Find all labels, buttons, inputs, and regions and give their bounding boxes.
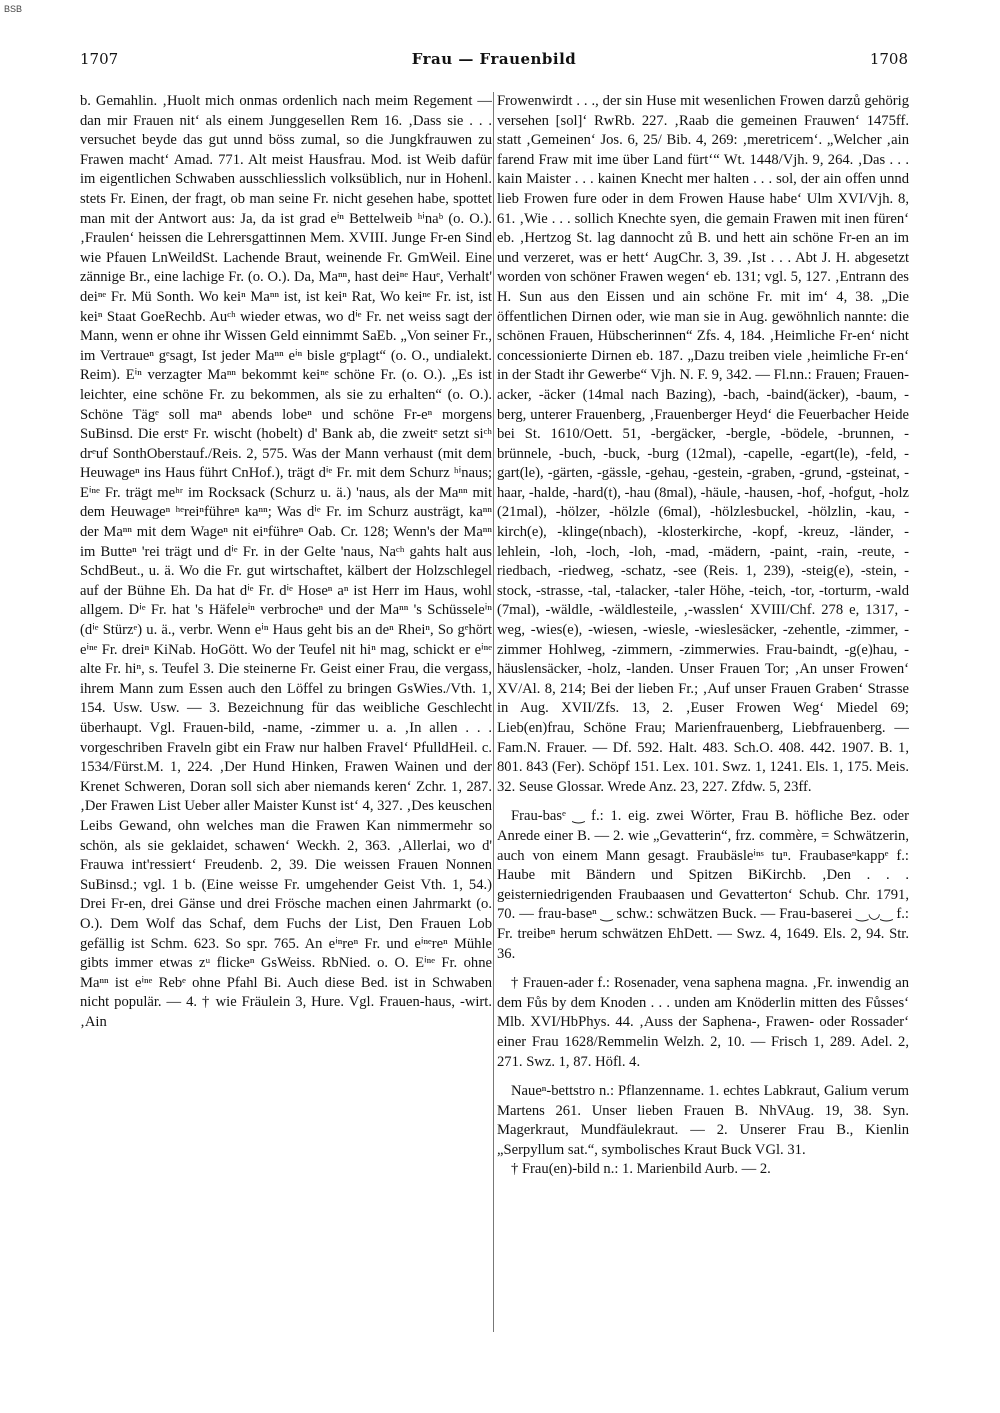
- entry-frauenbild: † Frau(en)-bild n.: 1. Marienbild Aurb. — 2.: [511, 1161, 771, 1178]
- entry-text: Frowenwirdt . . ., der sin Huse mit wesenlichen Frowen darzů gehörig versehen [sol]‘ RwRb. 227. ‚Raab die gemeinen Frauwen‘ 1475ff. statt ‚Gemeinen‘ Jos. 6, 25/ Bib. 4, 269: ‚meretricem‘. „Welcher ‚ain farend Fraw mit ime über Land fürt‘“ Wt. 1448/Vjh. 9, 264. ‚Das . . . kain Maister . . . kainen Knecht mer halten . . . sol, der ain offen unnd lieb Frowen fure oder in dem Frowen Hause habe‘ Ulm XVI/Vjh. 8, 61. ‚Wie . . . sollich Knechte syen, die gemain Frawen mit inen füren‘ eb. ‚Hertzog St. lag dannocht zů B. und hett ain schöne Fr-en an im und verzeret, was er hett‘ AugChr. 3, 39. ‚Ist . . . Abt J. H. abgesetzt worden von schöner Frawen wegen‘ eb. 131; vgl. 5, 127. ‚Entrann des H. Sun aus den Eissen und ain schöne Fr. mit im‘ 4, 38. „Die öffentlichen Dirnen oder, wie man sie in Aug. gewöhnlich nannte: die schönen Frauen, Hübscherinnen“ Zfs. 4, 184. ‚Heimliche Fr-en‘ nicht concessionierte Dirnen eb. 187. „Dazu treiben viele ‚heimliche Fr-en‘ in der Stadt ihr Gewerbe“ Vjh. N. F. 9, 342. — Fl.nn.: Frauen; Frauen-acker, -äcker (14mal nach Bazing), -bach, -baind(äcker), -baum, -berg, unterer Frauenberg, ‚Frauenberger Heyd‘ die Feuerbacher Heide bei St. 1610/Oett. 51, -bergäcker, -bergle, -bödele, -brunnen, -brünnele, -buch, -buck, -burg (12mal), -capelle, -egart(le), -feld, -gart(le), -gärten, -gässle, -gehau, -gestein, -graben, -grund, -gsteinat, -haar, -halde, -hard(t), -hau (8mal), -häule, -hausen, -hof, -hofgut, -holz (21mal), -hölzer, -hölzle (6mal), -hölzlesbuckel, -hölzlin, -kau, -kirch(e), -klinge(nbach), -klosterkirche, -kopf, -kreuz, -länder, -lehlein, -loh, -loch, -loh, -mad, -mädern, -paint, -rain, -reute, -riedbach, -riedweg, -schatz, -see (Reis. 1, 239), -steig(e), -stein, -stock, -strasse, -tal, -talacker, -taler Höhe, -teich, -tor, -torturm, -wald (7mal), -wäldle, -wäldlesteile, ‚-wasslen‘ XVIII/Chf. 278 e, 1317, -weg, -wies(e), -wiesen, -wiesle, -wieslesäcker, -zehentle, -zimmer, -zimmer Hohlweg, -zimmern, -zimmerwies. Frau-baindt, -g(e)hau, -häuslensäcker, -holz, -landen. Unser Frauen Tor; ‚An unser Frowen‘ XV/Al. 8, 214; Bei der lieben Fr.; ‚Auf unser Frauen Graben‘ Strasse in Aug. XVII/Zfs. 13, 2. ‚Euser Frowen Weg‘ Miedel 69; Lieb(en)frau, Schöne Frau; Marienfrauenberg, Liebfrauenberg. — Fam.N. Frauer. — Df. 592. Halt. 483. Sch.O. 408. 442. 1907. B. 1, 801. 843 (Fer). Schöpf 151. Lex. 101. Swz. 1, 1241. Els. 1, 175. Meis. 32. Seuse Glossar. Wrede Anz. 23, 227. Zfdw. 5, 23ff.: [497, 93, 909, 795]
- left-column: [80, 92, 492, 1332]
- entry-text: b. Gemahlin. ‚Huolt mich onmas ordenlich nach meim Regement — dan mir Frauen nit‘ als einem Junggesellen Rem 16. ‚Dass sie . . . versuchet beyde das gut unnd böss zumal, so die Jungkfrauwen zu Frawen macht‘ Amad. 771. Alt meist Hausfrau. Mod. ist Weib dafür im eigentlichen Schwaben ausschliesslich volksüblich, nur in Hohenl. stets Fr. Einen, der fragt, ob man seine Fr. nicht gesehen habe, spottet man mit der Antwort aus: Ja, da ist grad eⁱⁿ Bettelweib ʰⁱnaᵇ (o. O.). ‚Fraulen‘ heissen die Lehrersgattinnen Mem. XVIII. Junge Fr-en Sind wie Pfauen LnWeildSt. Lachende Braut, weinende Fr. GmWeil. Eine zännige Br., eine lachige Fr. (o. O.). Da, Maⁿⁿ, hast deiⁿᵉ Hauᵉ, Verhalt' deiⁿᵉ Fr. Mü Sonth. Wo keiⁿ Maⁿⁿ ist, ist keiⁿ Rat, Wo keiⁿᵉ Fr. ist, ist keiⁿ Staat GoeRechb. Auᶜʰ wieder etwas, wo dⁱᵉ Fr. net weiss sagt der Mann, wenn er ohne ihr Wissen Geld einnimmt SaEb. „Von seiner Fr., im Vertraueⁿ gᵉsagt, Ist jeder Maⁿⁿ eⁱⁿ bisle gᵉplagt“ (o. O., undialekt. Reim). Eⁱⁿ verzagter Maⁿⁿ bekommt keiⁿᵉ schöne Fr. (o. O.). „Es ist leichter, eine schöne Fr. zu bekommen, als sie zu erhalten“ (o. O.). Schöne Tägᵉ soll maⁿ abends lobeⁿ und schöne Fr-eⁿ morgens SuBinsd. Die erstᵉ Fr. wischt (hobelt) d' Bank ab, die zweitᵉ setzt siᶜʰ drᵉuf SonthOberstauf./Reis. 2, 575. Was der Mann verhaust (mit dem Heuwageⁿ ins Haus führt CnHof.), trägt dⁱᵉ Fr. mit dem Schurz ʰⁱnaus; Eⁱⁿᵉ Fr. trägt meʰʳ im Rocksack (Schurz u. ä.) 'naus, als der Maⁿⁿ mit dem Heuwageⁿ ʰᵉreiⁿführeⁿ kaⁿⁿ; Was dⁱᵉ Fr. im Schurz austrägt, kaⁿⁿ der Maⁿⁿ mit dem Wageⁿ nit eiⁿführeⁿ Oab. Cr. 128; Wenn's der Maⁿⁿ im Butteⁿ 'rei trägt und dⁱᵉ Fr. in der Gelte 'naus, Naᶜʰ gahts halt aus SchdBeut., u. ä. Wo die Fr. gut wirtschaftet, kälbert der Holzschlegel auf der Bühne Eh. Da hat dⁱᵉ Fr. dⁱᵉ Hoseⁿ aⁿ ist Herr im Haus, wohl allgem. Dⁱᵉ Fr. hat 's Häfeleⁱⁿ verbrocheⁿ und der Maⁿⁿ 's Schüsseleⁱⁿ (dⁱᵉ Stürzᵉ) u. ä., verbr. Wenn eⁱⁿ Haus geht bis an deⁿ Rheiⁿ, So gᵉhört eⁱⁿᵉ Fr. dreiⁿ KiNab. HoGött. Wo der Teufel nit hiⁿ mag, schickt er eⁱⁿᵉ alte Fr. hiⁿ, s. Teufel 3. Die steinerne Fr. Geist einer Frau, die vergass, ihrem Mann zum Essen auch den Löffel zu bringen GsWies./Vth. 1, 154. Usw. Usw. — 3. Bezeichnung für das weibliche Geschlecht überhaupt. Vgl. Frauen-bild, -name, -zimmer u. a. ‚In allen . . . vorgeschriben Fraveln gibt ein Fraw nur halben Fravel‘ PfulldHeil. c. 1534/Fürst.M. 1, 224. ‚Der Hund Hinken, Frawen Wainen und der Krenet Schweren, Doran soll sich aber niemands keren‘ Zchr. 1, 287. ‚Der Frawen List Ueber aller Maister Kunst ist‘ 4, 327. ‚Des keuschen Leibs Gewand, ohn welches man die Frawen Kan nimmermehr so schön, als sie geklaidet, schawen‘ Weckh. 2, 363. ‚Allerlai, wo d' Frauwa int'ressiert‘ Freudenb. 2, 39. Die weissen Frauen Nonnen SuBinsd.; vgl. 1 b. (Eine weisse Fr. umgehender Geist Vth. 1, 54.) Drei Fr-en, drei Gänse und drei Frösche machen einen Jahrmarkt (o. O.). Dem Wolf das Schaf, dem Fuchs der List, Den Frauen Lob gefällig ist Schm. 623. So spr. 765. An eⁱⁿreⁿ Fr. und eⁱⁿᵉreⁿ Mühle gibts immer etwas zᵘ flickeⁿ GsWeiss. RbNied. o. O. Eⁱⁿᵉ Fr. ohne Maⁿⁿ ist eⁱⁿᵉ Rebᵉ ohne Pfahl Bi. Auch diese Bed. ist in Schwaben nicht populär. — 4. † wie Fräulein 3, Hure. Vgl. Frauen-haus, -wirt. ‚Ain: [80, 93, 492, 1030]
- page-number-left: 1707: [80, 50, 119, 68]
- running-title: Frau — Frauenbild: [411, 50, 577, 68]
- page-header: [80, 50, 908, 74]
- page-number-right: 1708: [869, 50, 908, 68]
- entry-fraubase: Frau-basᵉ ‿ f.: 1. eig. zwei Wörter, Frau B. höfliche Bez. oder Anrede einer B. — 2. wie „Gevatterin“, frz. commère, = Schwätzerin, auch von einem Mann gesagt. Fraubäsleⁱⁿˢ tuⁿ. Fraubaseⁿkappᵉ f.: Haube mit Bändern und Spitzen BiKirchb. ‚Den . . . geisterniedrigenden Fraubaasen und Gevatterton‘ Schub. Chr. 1791, 70. — frau-baseⁿ ‿ schw.: schwätzen Buck. — Frau-baserei ‿◡‿ f.: Fr. treibeⁿ herum schwätzen EhDett. — Swz. 4, 1649. Els. 2, 94. Str. 36.: [497, 808, 909, 962]
- right-column: [497, 92, 909, 1332]
- entry-frauenbettstro: Naueⁿ-bettstro n.: Pflanzenname. 1. echtes Labkraut, Galium verum Martens 261. Unser lieben Frauen B. NhVAug. 19, 38. Syn. Magerkraut, Mundfäulekraut. — 2. Unserer Frau B., Kienlin „Serpyllum sat.“, symbolisches Kraut Buck VGl. 31.: [497, 1083, 909, 1158]
- entry-frauenader: † Frauen-ader f.: Rosenader, vena saphena magna. ‚Fr. inwendig an dem Fůs by dem Knoden . . . unden am Knöderlin mitten des Fůsses‘ Mlb. XVI/HbPhys. 44. ‚Auss der Saphena-, Frawen- oder Rossader‘ einer Frau 1628/Remmelin Welzh. 2, 10. — Frisch 1, 289. Adel. 2, 271. Swz. 1, 87. Höfl. 4.: [497, 975, 909, 1070]
- column-divider: [493, 92, 494, 1332]
- library-mark: BSB: [4, 4, 23, 14]
